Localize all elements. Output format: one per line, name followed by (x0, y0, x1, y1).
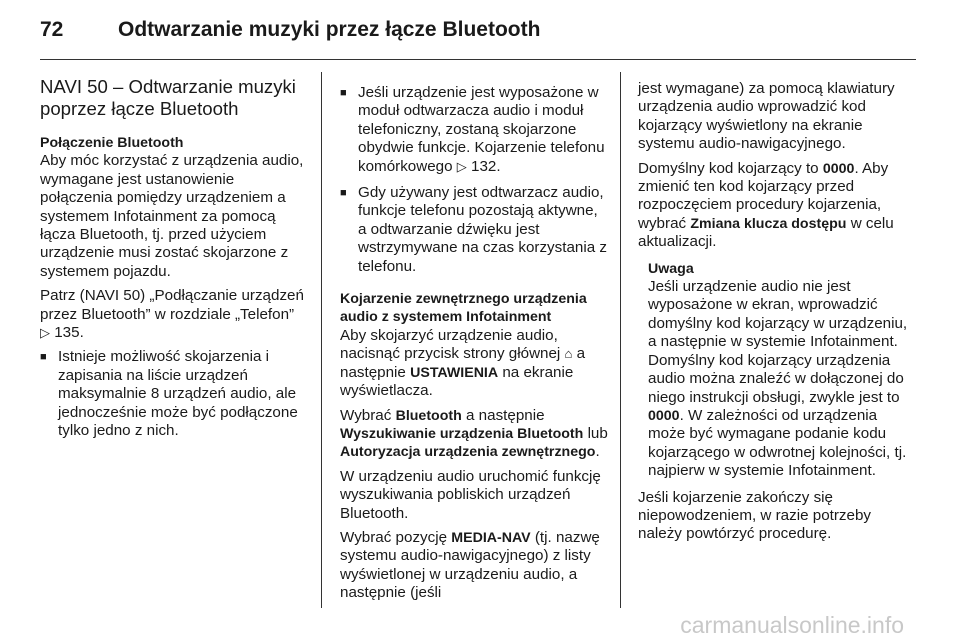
section-heading: NAVI 50 – Odtwarzanie muzyki poprzez łącze Bluetooth (40, 76, 296, 119)
paragraph-reference: Patrz (NAVI 50) „Podłączanie urządzeń przez Bluetooth” w rozdziale „Telefon” ▷ 135. (40, 287, 304, 342)
header-divider (40, 59, 916, 60)
home-icon: ⌂ (564, 346, 573, 362)
subheading-pairing: Kojarzenie zewnętrznego urządzenia audio z systemem Infotainment (340, 291, 587, 326)
subheading-bluetooth-connection: Połączenie Bluetooth (40, 135, 184, 151)
paragraph: Wybrać pozycję MEDIA-NAV (tj. nazwę systemu audio-nawigacyjnego) z listy wyświetlonej w urządzeniu audio, a następnie (jeśli (340, 528, 600, 602)
column-2 (340, 80, 608, 609)
page-reference-icon: ▷ (40, 325, 50, 341)
paragraph: Wybrać Bluetooth a następnie Wyszukiwanie urządzenia Bluetooth lub Autoryzacja urządzenia zewnętrznego. (340, 406, 608, 461)
page-title: Odtwarzanie muzyki przez łącze Bluetooth (118, 18, 541, 41)
list-item: ■ Istnieje możliwość skojarzenia i zapisania na liście urządzeń maksymalnie 8 urządzeń audio, ale jednocześnie może być podłączone tylko jedno z nich. (40, 348, 308, 440)
note-text: Jeśli urządzenie audio nie jest wyposażone w ekran, wprowadzić domyślny kod kojarzący w urządzeniu, a następnie w systemie Infotainment. Domyślny kod kojarzący urządzenia audio można znaleźć w dołączonej do niego instrukcji obsługi, zwykle jest to 0000. W zależności od urządzenia może być wymagane podanie kodu kojarzącego w odwrotnej kolejności, tj. najpierw w systemie Infotainment. (648, 278, 908, 480)
page-reference-icon: ▷ (456, 158, 467, 174)
paragraph: W urządzeniu audio uruchomić funkcję wyszukiwania pobliskich urządzeń Bluetooth. (340, 467, 601, 522)
page-reference-link[interactable]: 135. (54, 324, 84, 342)
note-title: Uwaga (648, 260, 694, 277)
note-box (638, 260, 908, 481)
paragraph: Aby móc korzystać z urządzenia audio, wymagane jest ustanowienie połączenia pomiędzy urządzeniem a systemem Infotainment za pomocą łącza Bluetooth, tj. przed użyciem urządzenie musi zostać skojarzone z systemem pojazdu. (40, 152, 304, 280)
page-number: 72 (40, 18, 64, 41)
list-item: ■ Gdy używany jest odtwarzacz audio, funkcje telefonu pozostają aktywne, a odtwarzanie dźwięku jest wstrzymywane na czas korzystania z telefonu. (340, 184, 608, 276)
paragraph: Aby skojarzyć urządzenie audio, nacisnąć przycisk strony głównej ⌂ a następnie USTAWIENIA na ekranie wyświetlacza. (340, 326, 586, 400)
paragraph: Domyślny kod kojarzący to 0000. Aby zmienić ten kod kojarzący przed rozpoczęciem procedury kojarzenia, wybrać Zmiana klucza dostępu w celu aktualizacji. (638, 159, 894, 251)
list-item: ■ Jeśli urządzenie jest wyposażone w moduł odtwarzacza audio i moduł telefoniczny, zostaną skojarzone obydwie funkcje. Kojarzenie telefonu komórkowego ▷ 132. (340, 84, 608, 176)
page-reference-link[interactable]: 132. (471, 157, 501, 175)
watermark: carmanualsonline.info (680, 612, 904, 638)
paragraph: jest wymagane) za pomocą klawiatury urządzenia audio wprowadzić kod kojarzący wyświetlony na ekranie systemu audio-nawigacyjnego. (638, 80, 895, 153)
column-divider-1 (321, 72, 322, 608)
paragraph: Jeśli kojarzenie zakończy się niepowodzeniem, w razie potrzeby należy powtórzyć procedurę. (638, 488, 871, 543)
column-1 (40, 76, 308, 449)
column-divider-2 (620, 72, 621, 608)
column-3 (638, 80, 908, 550)
